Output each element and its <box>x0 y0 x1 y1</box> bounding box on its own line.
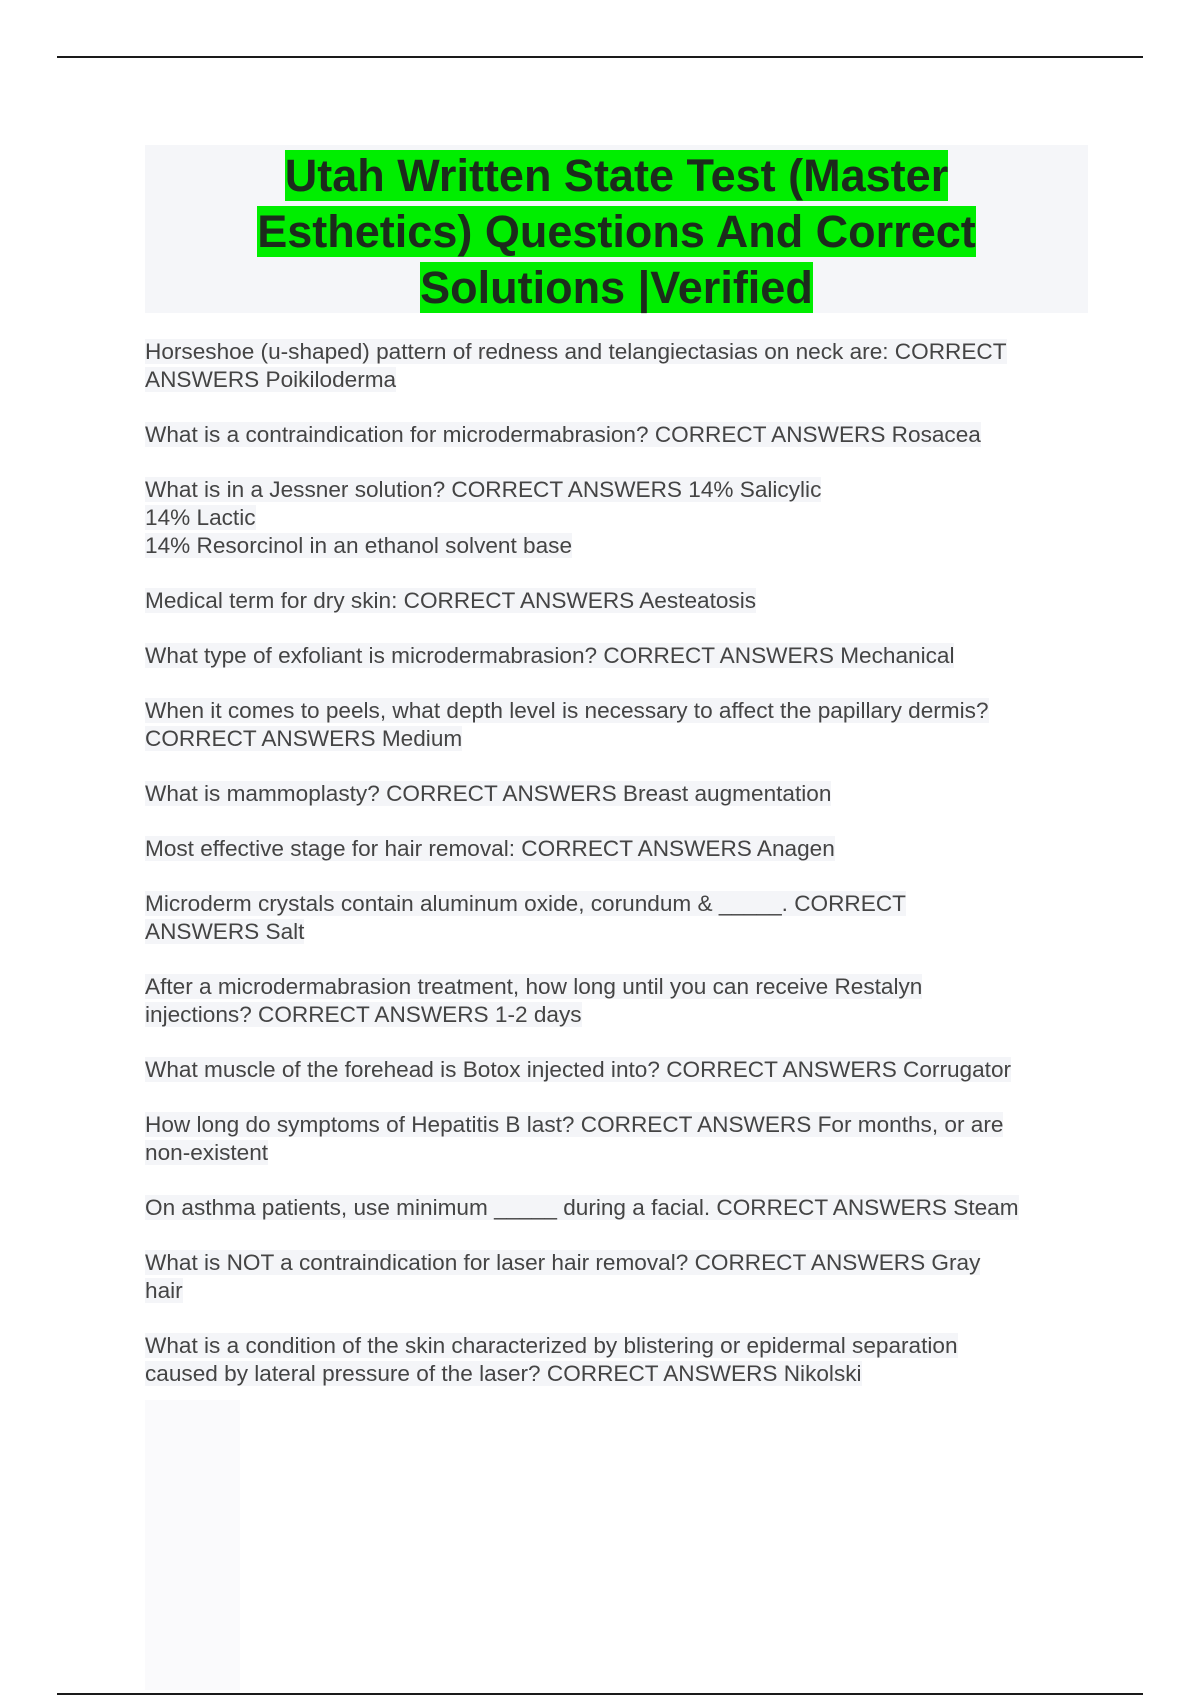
qa-text: When it comes to peels, what depth level is necessary to affect the papillary dermis? CORRECT ANSWERS Medium <box>145 698 989 751</box>
qa-text: What is a condition of the skin characterized by blistering or epidermal separation caused by lateral pressure of the laser? CORRECT ANSWERS Nikolski <box>145 1333 958 1386</box>
qa-item <box>145 476 1090 560</box>
qa-item <box>145 1249 1090 1305</box>
qa-text: After a microdermabrasion treatment, how long until you can receive Restalyn injections? CORRECT ANSWERS 1-2 days <box>145 974 923 1027</box>
qa-text: How long do symptoms of Hepatitis B last? CORRECT ANSWERS For months, or are non-existent <box>145 1112 1004 1165</box>
qa-text: What muscle of the forehead is Botox injected into? CORRECT ANSWERS Corrugator <box>145 1057 1012 1082</box>
qa-text: What is NOT a contraindication for laser hair removal? CORRECT ANSWERS Gray hair <box>145 1250 981 1303</box>
qa-text: What is in a Jessner solution? CORRECT ANSWERS 14% Salicylic 14% Lactic 14% Resorcinol in an ethanol solvent base <box>145 477 822 558</box>
qa-item <box>145 1111 1090 1167</box>
title-block <box>145 145 1088 313</box>
qa-text: Medical term for dry skin: CORRECT ANSWERS Aesteatosis <box>145 588 757 613</box>
qa-item <box>145 973 1090 1029</box>
qa-item <box>145 421 1090 449</box>
qa-text: What is mammoplasty? CORRECT ANSWERS Breast augmentation <box>145 781 832 806</box>
background-shade <box>145 1400 240 1690</box>
qa-text: On asthma patients, use minimum _____ during a facial. CORRECT ANSWERS Steam <box>145 1195 1019 1220</box>
qa-item <box>145 697 1090 753</box>
qa-item <box>145 780 1090 808</box>
qa-text: Horseshoe (u-shaped) pattern of redness and telangiectasias on neck are: CORRECT ANSWERS Poikiloderma <box>145 339 1007 392</box>
qa-text: Most effective stage for hair removal: CORRECT ANSWERS Anagen <box>145 836 835 861</box>
qa-text: What is a contraindication for microdermabrasion? CORRECT ANSWERS Rosacea <box>145 422 981 447</box>
qa-item <box>145 890 1090 946</box>
bottom-rule <box>57 1693 1143 1695</box>
qa-text: What type of exfoliant is microdermabrasion? CORRECT ANSWERS Mechanical <box>145 643 955 668</box>
qa-item <box>145 642 1090 670</box>
qa-item <box>145 1332 1090 1388</box>
qa-item <box>145 1194 1090 1222</box>
qa-text: Microderm crystals contain aluminum oxide, corundum & _____. CORRECT ANSWERS Salt <box>145 891 906 944</box>
qa-list <box>145 338 1090 1415</box>
qa-item <box>145 338 1090 394</box>
page-title: Utah Written State Test (Master Esthetics) Questions And Correct Solutions |Verified <box>257 150 976 313</box>
qa-item <box>145 1056 1090 1084</box>
qa-item <box>145 835 1090 863</box>
qa-item <box>145 587 1090 615</box>
top-rule <box>57 56 1143 58</box>
